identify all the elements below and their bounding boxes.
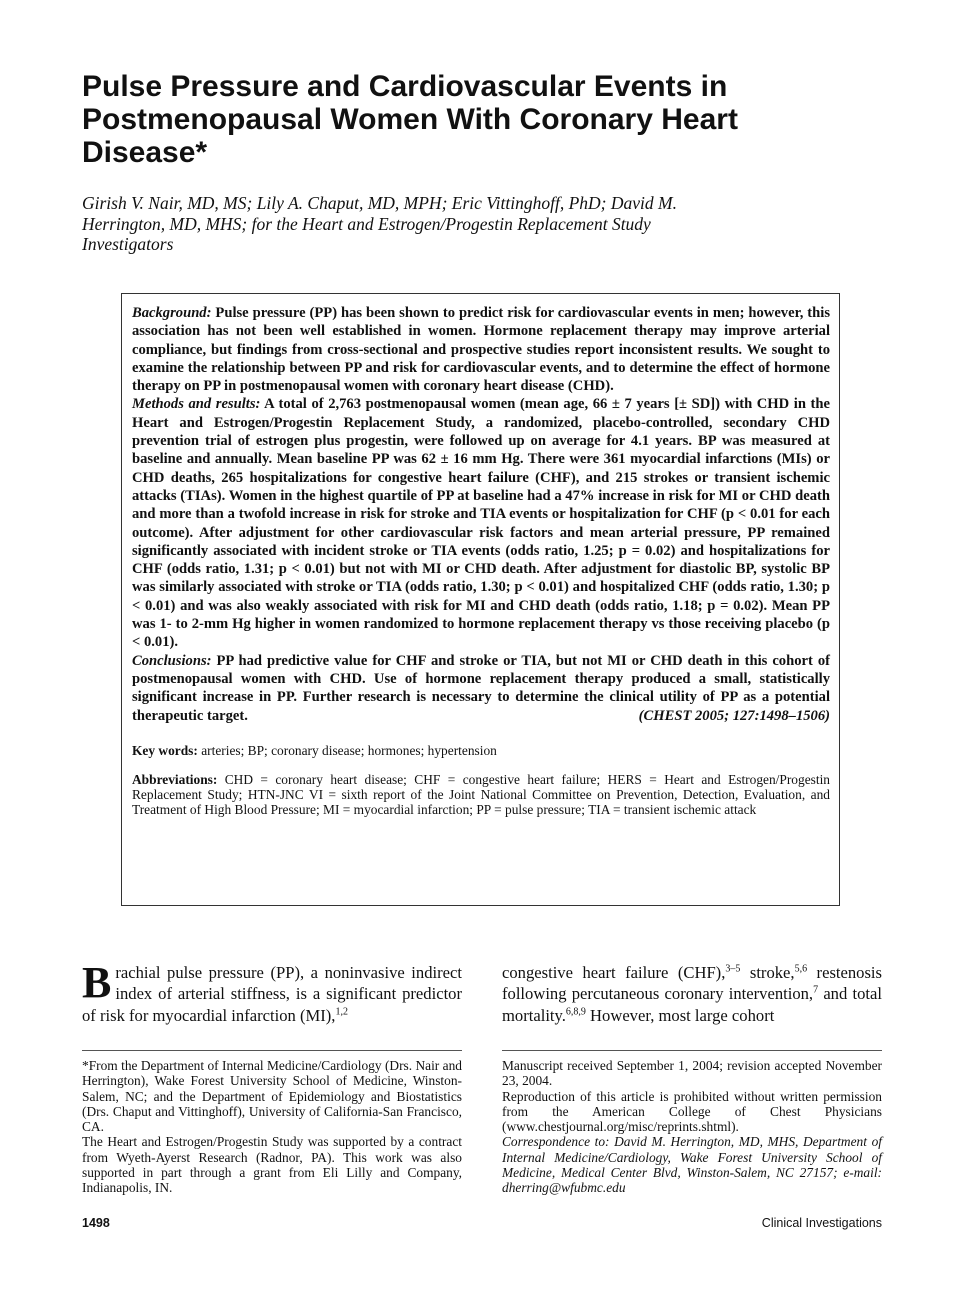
citation-ref: 1,2 <box>335 1006 348 1018</box>
author-list: Girish V. Nair, MD, MS; Lily A. Chaput, MD, MPH; Eric Vittinghoff, PhD; David M. Herrington, MD, MHS; for the Heart and Estrogen/Progestin Replacement Study Investigators <box>82 193 677 254</box>
received-footnote: Manuscript received September 1, 2004; revision accepted November 23, 2004. <box>502 1058 882 1089</box>
intro-text-right-c: restenosis following percutaneous coronary intervention, <box>502 963 882 1004</box>
conclusions-heading: Conclusions: <box>132 652 212 669</box>
citation-ref: 5,6 <box>794 963 808 975</box>
abstract-methods <box>132 395 830 651</box>
affiliation-footnote: *From the Department of Internal Medicine/Cardiology (Drs. Nair and Herrington), Wake Forest University School of Medicine, Winston-Salem, NC; and the Department of Epidemiology and Biostatistics (Drs. Chaput and Vittinghoff), University of California-San Francisco, CA. <box>82 1058 462 1135</box>
intro-text-right-b: stroke, <box>740 963 795 982</box>
conclusions-text: PP had predictive value for CHF and stroke or TIA, but not MI or CHD death in this cohort of postmenopausal women with CHD. Use of hormone replacement therapy produced a small, statistically significant increase in PP. Further research is necessary to determine the clinical utility of PP as a potential therapeutic target. <box>132 652 830 724</box>
citation-ref: 3–5 <box>725 963 741 975</box>
abbreviations-text: CHD = coronary heart disease; CHF = congestive heart failure; HERS = Heart and Estrogen/Progestin Replacement Study; HTN-JNC VI = sixth report of the Joint National Committee on Prevention, Detection, Evaluation, and Treatment of High Blood Pressure; MI = myocardial infarction; PP = pulse pressure; TIA = transient ischemic attack <box>132 771 830 818</box>
abstract-conclusions <box>132 652 830 725</box>
citation-ref: 6,8,9 <box>565 1006 586 1018</box>
footnote-divider-left <box>82 1050 462 1051</box>
keywords-text: arteries; BP; coronary disease; hormones; hypertension <box>201 742 497 758</box>
intro-text-right-a: congestive heart failure (CHF), <box>502 963 726 982</box>
footnote-divider-right <box>502 1050 882 1051</box>
correspondence-footnote: Correspondence to: David M. Herrington, MD, MHS, Department of Internal Medicine/Cardiology, Wake Forest University School of Medicine, Medical Center Blvd, Winston-Salem, NC 27157; e-mail: dherring@wfubmc.edu <box>502 1134 882 1196</box>
footnotes-right <box>502 1058 882 1196</box>
intro-text-right-d: and total mortality. <box>502 984 883 1025</box>
article-title: Pulse Pressure and Cardiovascular Events in Postmenopausal Women With Coronary Heart Disease* <box>82 70 738 169</box>
background-text: Pulse pressure (PP) has been shown to predict risk for cardiovascular events in men; however, this association has not been well established in women. Hormone replacement therapy may improve arterial compliance, but findings from cross-sectional and prospective studies report inconsistent results. We sought to examine the relationship between PP and risk for cardiovascular events, and to determine the effect of hormone therapy on PP in postmenopausal women with coronary heart disease (CHD). <box>132 305 831 395</box>
reproduction-footnote: Reproduction of this article is prohibited without written permission from the American College of Chest Physicians (www.chestjournal.org/misc/reprints.shtml). <box>502 1088 882 1135</box>
keywords-heading: Key words: <box>132 742 198 758</box>
methods-heading: Methods and results: <box>132 396 261 413</box>
intro-paragraph-left <box>82 958 462 1026</box>
keywords <box>132 743 830 759</box>
drop-cap: B <box>82 958 112 1007</box>
citation-ref: 7 <box>813 984 819 996</box>
abbreviations <box>132 772 830 818</box>
intro-text-right-e: However, most large cohort <box>585 1005 775 1025</box>
methods-text: A total of 2,763 postmenopausal women (mean age, 66 ± 7 years [± SD]) with CHD in the Heart and Estrogen/Progestin Replacement Study, a randomized, placebo-controlled, secondary CHD prevention trial of estrogen plus progestin, were followed up on average for 4.1 years. BP was measured at baseline and annually. Mean baseline PP was 62 ± 16 mm Hg. There were 361 myocardial infarctions (MIs) or CHD deaths, 265 hospitalizations for congestive heart failure (CHF), and 215 strokes or transient ischemic attacks (TIAs). Women in the highest quartile of PP at baseline had a 47% increase in risk for MI or CHD death and more than a twofold increase in risk for stroke and TIA events or hospitalization for CHF (p < 0.01 for each outcome). After adjustment for other cardiovascular risk factors and mean arterial pressure, PP remained significantly associated with incident stroke or TIA events (odds ratio, 1.25; p = 0.02) and hospitalizations for CHF (odds ratio, 1.31; p < 0.01) but not with MI or CHD death. After adjustment for diastolic BP, systolic BP was similarly associated with stroke or TIA (odds ratio, 1.30; p < 0.01) and hospitalized CHF (odds ratio, 1.30; p < 0.01) and was also weakly associated with risk for MI and CHD death (odds ratio, 1.18; p = 0.02). Mean PP was 1- to 2-mm Hg higher in women randomized to hormone replacement therapy vs those receiving placebo (p < 0.01). <box>132 396 830 651</box>
body-column-left <box>82 958 462 1026</box>
footnotes-left <box>82 1058 462 1196</box>
body-column-right <box>502 962 882 1026</box>
abbreviations-heading: Abbreviations: <box>132 771 218 787</box>
intro-text-left: rachial pulse pressure (PP), a noninvasive indirect index of arterial stiffness, is a significant predictor of risk for myocardial infarction (MI), <box>82 963 462 1025</box>
abstract-background <box>132 304 830 395</box>
running-footer: Clinical Investigations <box>761 1216 882 1230</box>
background-heading: Background: <box>132 305 212 321</box>
journal-citation: (CHEST 2005; 127:1498–1506) <box>638 707 830 724</box>
abstract-box <box>121 293 840 906</box>
page-number: 1498 <box>82 1216 110 1230</box>
intro-paragraph-right <box>502 962 882 1026</box>
funding-footnote: The Heart and Estrogen/Progestin Study was supported by a contract from Wyeth-Ayerst Research (Radnor, PA). This work was also supported in part through a grant from Eli Lilly and Company, Indianapolis, IN. <box>82 1134 462 1196</box>
